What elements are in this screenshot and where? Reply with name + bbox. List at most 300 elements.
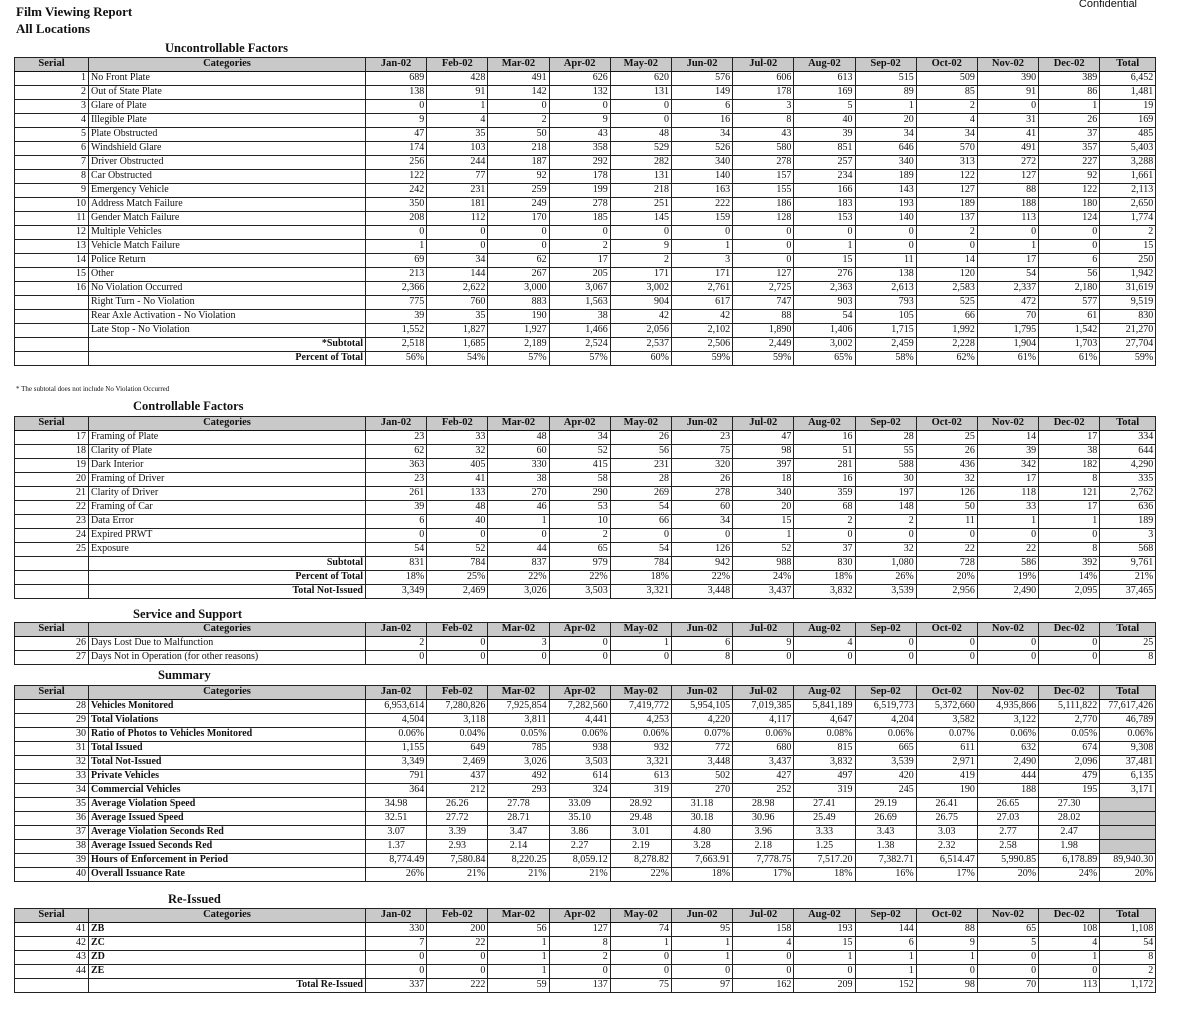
value-cell: 1 [977,240,1038,254]
category-cell: Illegible Plate [89,114,366,128]
value-cell: 515 [855,72,916,86]
value-cell: 1.98 [1039,840,1100,854]
header-month: Jul-02 [733,417,794,431]
value-cell: 883 [488,296,549,310]
value-cell: 178 [733,86,794,100]
header-month: Dec-02 [1039,417,1100,431]
value-cell: 75 [671,445,732,459]
value-cell: 108 [1039,923,1100,937]
value-cell: 193 [855,198,916,212]
value-cell: 0 [733,951,794,965]
header-categories: Categories [89,623,366,637]
value-cell: 784 [610,557,671,571]
value-cell: 23 [366,473,427,487]
total-cell: 169 [1100,114,1156,128]
value-cell: 58 [549,473,610,487]
value-cell: 95 [671,923,732,937]
value-cell: 0 [1039,651,1100,665]
value-cell: 16 [671,114,732,128]
value-cell: 140 [671,170,732,184]
serial-cell [15,571,89,585]
value-cell: 4,253 [610,714,671,728]
value-cell: 209 [794,979,855,993]
value-cell: 3,811 [488,714,549,728]
value-cell: 61 [1039,310,1100,324]
value-cell: 121 [1039,487,1100,501]
total-cell: 27,704 [1100,338,1156,352]
category-cell: ZD [89,951,366,965]
category-cell: Framing of Driver [89,473,366,487]
header-row [15,417,1156,431]
value-cell: 1,406 [794,324,855,338]
header-month: Apr-02 [549,909,610,923]
value-cell: 747 [733,296,794,310]
value-cell: 2,469 [427,585,488,599]
total-cell: 2 [1100,965,1156,979]
header-month: Oct-02 [916,417,977,431]
value-cell: 0.07% [916,728,977,742]
value-cell: 9 [366,114,427,128]
value-cell: 38 [1039,445,1100,459]
header-serial: Serial [15,686,89,700]
value-cell: 1,992 [916,324,977,338]
table-row [15,156,1156,170]
value-cell: 6 [855,937,916,951]
value-cell: 1,466 [549,324,610,338]
serial-cell [15,324,89,338]
value-cell: 54 [977,268,1038,282]
value-cell: 24% [733,571,794,585]
value-cell: 0.06% [977,728,1038,742]
category-cell: Late Stop - No Violation [89,324,366,338]
header-categories: Categories [89,909,366,923]
category-cell: Average Violation Speed [89,798,366,812]
value-cell: 278 [733,156,794,170]
table-row [15,240,1156,254]
value-cell: 86 [1039,86,1100,100]
value-cell: 1,080 [855,557,916,571]
value-cell: 0 [733,651,794,665]
value-cell: 77 [427,170,488,184]
value-cell: 3.01 [610,826,671,840]
serial-cell: 16 [15,282,89,296]
table-row [15,951,1156,965]
category-cell: Private Vehicles [89,770,366,784]
value-cell: 18% [794,571,855,585]
header-month: Nov-02 [977,623,1038,637]
value-cell: 2.77 [977,826,1038,840]
header-month: Jan-02 [366,623,427,637]
value-cell: 2,459 [855,338,916,352]
total-cell: 54 [1100,937,1156,951]
header-month: Feb-02 [427,417,488,431]
value-cell: 89 [855,86,916,100]
value-cell: 588 [855,459,916,473]
category-cell: Commercial Vehicles [89,784,366,798]
value-cell: 9 [610,240,671,254]
value-cell: 85 [916,86,977,100]
value-cell: 53 [549,501,610,515]
total-cell: 485 [1100,128,1156,142]
value-cell: 0 [855,226,916,240]
value-cell: 7,382.71 [855,854,916,868]
serial-cell: 4 [15,114,89,128]
value-cell: 69 [366,254,427,268]
value-cell: 611 [916,742,977,756]
header-serial: Serial [15,417,89,431]
value-cell: 7,280,826 [427,700,488,714]
header-month: Feb-02 [427,909,488,923]
table-row [15,86,1156,100]
serial-cell: 43 [15,951,89,965]
header-month: Jan-02 [366,58,427,72]
total-cell: 250 [1100,254,1156,268]
value-cell: 50 [916,501,977,515]
value-cell: 25.49 [794,812,855,826]
subtotal-row [15,557,1156,571]
value-cell: 153 [794,212,855,226]
value-cell: 54 [366,543,427,557]
value-cell: 1 [488,937,549,951]
value-cell: 38 [549,310,610,324]
value-cell: 0 [549,637,610,651]
value-cell: 1,542 [1039,324,1100,338]
value-cell: 18% [794,868,855,882]
value-cell: 40 [427,515,488,529]
category-cell: Other [89,268,366,282]
value-cell: 632 [977,742,1038,756]
value-cell: 1,795 [977,324,1038,338]
value-cell: 195 [1039,784,1100,798]
value-cell: 427 [733,770,794,784]
table-row [15,812,1156,826]
section-title-summary: Summary [158,668,211,682]
value-cell: 1,890 [733,324,794,338]
total-cell: 37,465 [1100,585,1156,599]
value-cell: 15 [794,937,855,951]
value-cell: 227 [1039,156,1100,170]
value-cell: 0 [610,951,671,965]
value-cell: 0 [366,226,427,240]
header-month: May-02 [610,686,671,700]
header-month: Oct-02 [916,623,977,637]
value-cell: 112 [427,212,488,226]
serial-cell: 17 [15,431,89,445]
value-cell: 8 [733,114,794,128]
value-cell: 2.18 [733,840,794,854]
value-cell: 0 [610,651,671,665]
value-cell: 98 [916,979,977,993]
serial-cell: 2 [15,86,89,100]
header-month: Mar-02 [488,58,549,72]
value-cell: 138 [855,268,916,282]
value-cell: 2,622 [427,282,488,296]
value-cell: 614 [549,770,610,784]
value-cell: 7,778.75 [733,854,794,868]
value-cell: 56% [366,352,427,366]
value-cell: 124 [1039,212,1100,226]
value-cell: 775 [366,296,427,310]
value-cell: 190 [916,784,977,798]
category-cell: Overall Issuance Rate [89,868,366,882]
value-cell: 6 [671,100,732,114]
value-cell: 57% [488,352,549,366]
value-cell: 3.39 [427,826,488,840]
value-cell: 613 [794,72,855,86]
value-cell: 37 [794,543,855,557]
value-cell: 270 [488,487,549,501]
value-cell: 42 [610,310,671,324]
value-cell: 4,504 [366,714,427,728]
table-row [15,923,1156,937]
value-cell: 59% [671,352,732,366]
report-subtitle: All Locations [16,21,91,36]
total-cell: 1,108 [1100,923,1156,937]
value-cell: 34 [427,254,488,268]
header-month: Mar-02 [488,686,549,700]
section-title-reissued: Re-Issued [168,892,221,906]
value-cell: 3.33 [794,826,855,840]
value-cell: 0 [794,529,855,543]
serial-cell [15,352,89,366]
category-cell: Days Not in Operation (for other reasons) [89,651,366,665]
value-cell: 142 [488,86,549,100]
value-cell: 5 [977,937,1038,951]
value-cell: 199 [549,184,610,198]
value-cell: 1 [733,529,794,543]
header-month: May-02 [610,909,671,923]
value-cell: 0 [671,529,732,543]
value-cell: 54 [610,543,671,557]
value-cell: 222 [427,979,488,993]
value-cell: 4,220 [671,714,732,728]
value-cell: 319 [610,784,671,798]
value-cell: 4,204 [855,714,916,728]
value-cell: 29.48 [610,812,671,826]
table-row [15,128,1156,142]
value-cell: 22 [977,543,1038,557]
value-cell: 257 [794,156,855,170]
value-cell: 27.78 [488,798,549,812]
value-cell: 2,583 [916,282,977,296]
value-cell: 2,228 [916,338,977,352]
value-cell: 3,503 [549,585,610,599]
value-cell: 0 [916,651,977,665]
value-cell: 509 [916,72,977,86]
value-cell: 3 [671,254,732,268]
table-row [15,798,1156,812]
category-cell: Address Match Failure [89,198,366,212]
value-cell: 74 [610,923,671,937]
header-month: May-02 [610,417,671,431]
value-cell: 11 [916,515,977,529]
value-cell: 2,363 [794,282,855,296]
value-cell: 30.18 [671,812,732,826]
category-cell: No Front Plate [89,72,366,86]
category-cell: Plate Obstructed [89,128,366,142]
value-cell: 1 [671,937,732,951]
value-cell: 4.80 [671,826,732,840]
value-cell: 2,102 [671,324,732,338]
value-cell: 0 [610,965,671,979]
table-row [15,226,1156,240]
category-cell: Vehicles Monitored [89,700,366,714]
value-cell: 320 [671,459,732,473]
table-row [15,296,1156,310]
value-cell: 2 [794,515,855,529]
value-cell: 3,539 [855,756,916,770]
value-cell: 281 [794,459,855,473]
value-cell: 3,539 [855,585,916,599]
value-cell: 0 [916,529,977,543]
total-cell-blank [1100,798,1156,812]
serial-cell: 20 [15,473,89,487]
total-cell: 21% [1100,571,1156,585]
value-cell: 0 [427,529,488,543]
value-cell: 155 [733,184,794,198]
value-cell: 26.26 [427,798,488,812]
reissued-table [14,908,1156,993]
value-cell: 27.30 [1039,798,1100,812]
value-cell: 28.98 [733,798,794,812]
value-cell: 491 [488,72,549,86]
category-cell: Expired PRWT [89,529,366,543]
table-row [15,784,1156,798]
value-cell: 162 [733,979,794,993]
value-cell: 1 [366,240,427,254]
header-row [15,909,1156,923]
table-row [15,501,1156,515]
value-cell: 91 [977,86,1038,100]
value-cell: 0 [366,651,427,665]
value-cell: 48 [427,501,488,515]
serial-cell: 27 [15,651,89,665]
header-month: Nov-02 [977,686,1038,700]
value-cell: 357 [1039,142,1100,156]
value-cell: 3.96 [733,826,794,840]
serial-cell: 26 [15,637,89,651]
value-cell: 2.19 [610,840,671,854]
category-cell: Framing of Car [89,501,366,515]
value-cell: 28.92 [610,798,671,812]
serial-cell: 7 [15,156,89,170]
value-cell: 231 [610,459,671,473]
value-cell: 1 [977,515,1038,529]
header-month: Jun-02 [671,58,732,72]
value-cell: 256 [366,156,427,170]
total-cell: 3,171 [1100,784,1156,798]
value-cell: 3.28 [671,840,732,854]
value-cell: 42 [671,310,732,324]
value-cell: 6,953,614 [366,700,427,714]
value-cell: 1 [488,965,549,979]
total-cell: 46,789 [1100,714,1156,728]
value-cell: 2,518 [366,338,427,352]
header-month: Dec-02 [1039,686,1100,700]
value-cell: 7,019,385 [733,700,794,714]
value-cell: 222 [671,198,732,212]
value-cell: 830 [794,557,855,571]
value-cell: 785 [488,742,549,756]
category-cell: Glare of Plate [89,100,366,114]
value-cell: 41 [427,473,488,487]
total-cell: 3,288 [1100,156,1156,170]
value-cell: 128 [733,212,794,226]
value-cell: 2 [549,529,610,543]
value-cell: 22% [610,868,671,882]
header-month: Nov-02 [977,909,1038,923]
header-month: Sep-02 [855,623,916,637]
value-cell: 27.41 [794,798,855,812]
value-cell: 32 [916,473,977,487]
value-cell: 8,220.25 [488,854,549,868]
value-cell: 3,503 [549,756,610,770]
category-cell: Total Not-Issued [89,756,366,770]
value-cell: 2,337 [977,282,1038,296]
serial-cell: 22 [15,501,89,515]
value-cell: 186 [733,198,794,212]
table-row [15,431,1156,445]
value-cell: 2,189 [488,338,549,352]
value-cell: 9 [549,114,610,128]
category-cell: Exposure [89,543,366,557]
serial-cell: 11 [15,212,89,226]
category-cell: ZC [89,937,366,951]
value-cell: 132 [549,86,610,100]
value-cell: 157 [733,170,794,184]
header-total: Total [1100,686,1156,700]
value-cell: 20 [855,114,916,128]
value-cell: 47 [733,431,794,445]
value-cell: 0 [610,100,671,114]
serial-cell [15,979,89,993]
value-cell: 28.71 [488,812,549,826]
value-cell: 392 [1039,557,1100,571]
value-cell: 244 [427,156,488,170]
header-month: Jun-02 [671,623,732,637]
value-cell: 122 [916,170,977,184]
subtotal-footnote: * The subtotal does not include No Violation Occurred [16,385,170,393]
value-cell: 2.93 [427,840,488,854]
value-cell: 837 [488,557,549,571]
value-cell: 28 [610,473,671,487]
value-cell: 350 [366,198,427,212]
value-cell: 44 [488,543,549,557]
header-total: Total [1100,417,1156,431]
header-month: Jul-02 [733,58,794,72]
header-month: Jul-02 [733,686,794,700]
value-cell: 9 [733,637,794,651]
serial-cell: 14 [15,254,89,268]
value-cell: 131 [610,170,671,184]
value-cell: 261 [366,487,427,501]
value-cell: 340 [855,156,916,170]
value-cell: 613 [610,770,671,784]
value-cell: 267 [488,268,549,282]
value-cell: 364 [366,784,427,798]
value-cell: 133 [427,487,488,501]
value-cell: 61% [1039,352,1100,366]
value-cell: 120 [916,268,977,282]
value-cell: 0.05% [1039,728,1100,742]
header-month: Aug-02 [794,623,855,637]
value-cell: 577 [1039,296,1100,310]
section-title-controllable: Controllable Factors [133,399,244,413]
value-cell: 38 [488,473,549,487]
total-cell: 1,172 [1100,979,1156,993]
value-cell: 189 [916,198,977,212]
value-cell: 242 [366,184,427,198]
